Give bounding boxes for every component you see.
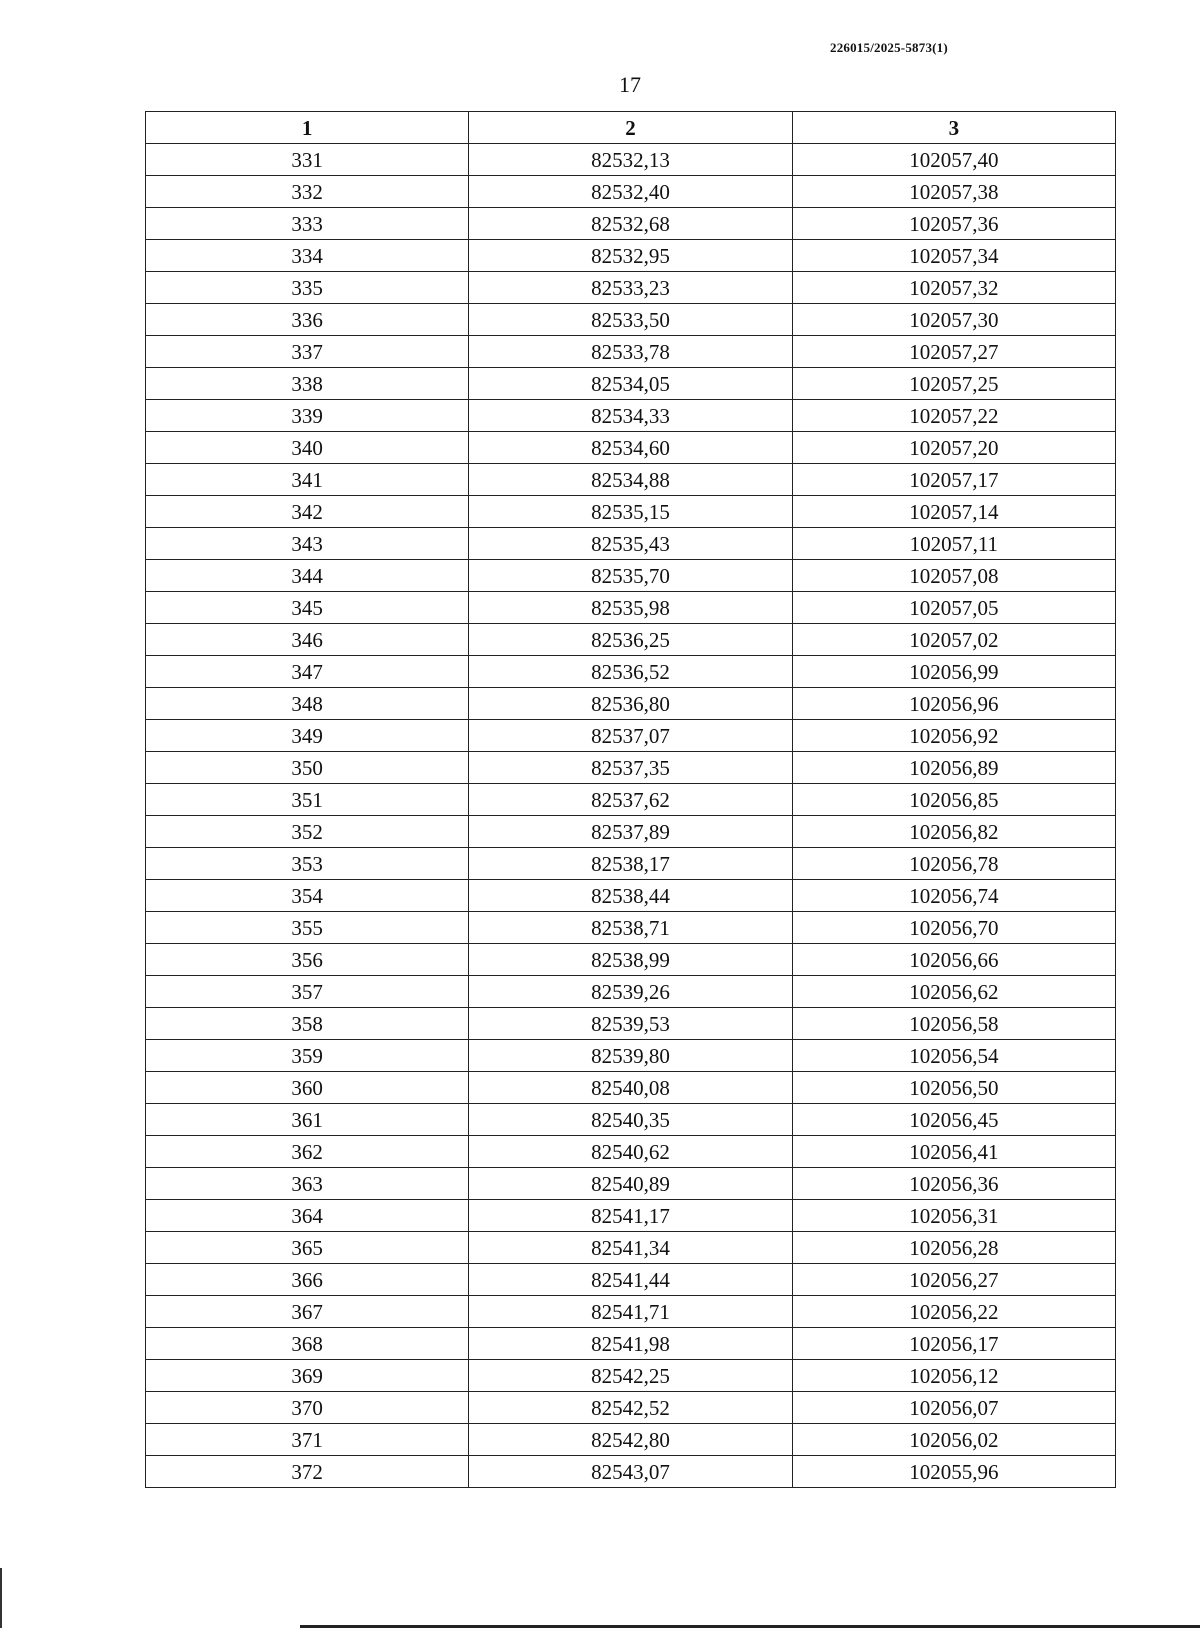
point-number-cell: 353 bbox=[146, 848, 469, 880]
y-coordinate-cell: 102057,08 bbox=[792, 560, 1115, 592]
table-row bbox=[146, 688, 1116, 720]
table-row bbox=[146, 1296, 1116, 1328]
point-number-cell: 351 bbox=[146, 784, 469, 816]
x-coordinate-cell: 82536,25 bbox=[469, 624, 792, 656]
y-coordinate-cell: 102057,40 bbox=[792, 144, 1115, 176]
table-row bbox=[146, 1424, 1116, 1456]
point-number-cell: 358 bbox=[146, 1008, 469, 1040]
x-coordinate-cell: 82535,43 bbox=[469, 528, 792, 560]
point-number-cell: 337 bbox=[146, 336, 469, 368]
table-row bbox=[146, 944, 1116, 976]
table-row bbox=[146, 1168, 1116, 1200]
y-coordinate-cell: 102056,07 bbox=[792, 1392, 1115, 1424]
y-coordinate-cell: 102056,50 bbox=[792, 1072, 1115, 1104]
point-number-cell: 356 bbox=[146, 944, 469, 976]
table-row bbox=[146, 496, 1116, 528]
table-row bbox=[146, 752, 1116, 784]
x-coordinate-cell: 82537,07 bbox=[469, 720, 792, 752]
point-number-cell: 343 bbox=[146, 528, 469, 560]
table-row bbox=[146, 1104, 1116, 1136]
point-number-cell: 362 bbox=[146, 1136, 469, 1168]
x-coordinate-cell: 82540,89 bbox=[469, 1168, 792, 1200]
column-header-1: 1 bbox=[146, 112, 469, 144]
y-coordinate-cell: 102056,62 bbox=[792, 976, 1115, 1008]
table-row bbox=[146, 592, 1116, 624]
x-coordinate-cell: 82542,52 bbox=[469, 1392, 792, 1424]
y-coordinate-cell: 102057,02 bbox=[792, 624, 1115, 656]
point-number-cell: 347 bbox=[146, 656, 469, 688]
page-number: 17 bbox=[619, 72, 641, 97]
table-row bbox=[146, 560, 1116, 592]
point-number-cell: 333 bbox=[146, 208, 469, 240]
y-coordinate-cell: 102057,27 bbox=[792, 336, 1115, 368]
point-number-cell: 357 bbox=[146, 976, 469, 1008]
x-coordinate-cell: 82541,98 bbox=[469, 1328, 792, 1360]
x-coordinate-cell: 82539,80 bbox=[469, 1040, 792, 1072]
table-row bbox=[146, 912, 1116, 944]
point-number-cell: 338 bbox=[146, 368, 469, 400]
table-row bbox=[146, 1040, 1116, 1072]
y-coordinate-cell: 102056,74 bbox=[792, 880, 1115, 912]
column-header-3: 3 bbox=[792, 112, 1115, 144]
table-row bbox=[146, 720, 1116, 752]
table-row bbox=[146, 624, 1116, 656]
point-number-cell: 348 bbox=[146, 688, 469, 720]
y-coordinate-cell: 102057,11 bbox=[792, 528, 1115, 560]
table-row bbox=[146, 880, 1116, 912]
y-coordinate-cell: 102056,54 bbox=[792, 1040, 1115, 1072]
table-row bbox=[146, 1008, 1116, 1040]
y-coordinate-cell: 102056,96 bbox=[792, 688, 1115, 720]
point-number-cell: 334 bbox=[146, 240, 469, 272]
scan-left-edge bbox=[0, 1568, 2, 1628]
y-coordinate-cell: 102056,78 bbox=[792, 848, 1115, 880]
point-number-cell: 371 bbox=[146, 1424, 469, 1456]
x-coordinate-cell: 82538,17 bbox=[469, 848, 792, 880]
y-coordinate-cell: 102057,22 bbox=[792, 400, 1115, 432]
point-number-cell: 352 bbox=[146, 816, 469, 848]
x-coordinate-cell: 82535,70 bbox=[469, 560, 792, 592]
x-coordinate-cell: 82532,95 bbox=[469, 240, 792, 272]
table-body bbox=[146, 144, 1116, 1488]
y-coordinate-cell: 102056,45 bbox=[792, 1104, 1115, 1136]
table-row bbox=[146, 1360, 1116, 1392]
point-number-cell: 359 bbox=[146, 1040, 469, 1072]
x-coordinate-cell: 82536,52 bbox=[469, 656, 792, 688]
x-coordinate-cell: 82532,68 bbox=[469, 208, 792, 240]
x-coordinate-cell: 82533,78 bbox=[469, 336, 792, 368]
table-header bbox=[146, 112, 1116, 144]
x-coordinate-cell: 82535,15 bbox=[469, 496, 792, 528]
table-row bbox=[146, 1264, 1116, 1296]
point-number-cell: 363 bbox=[146, 1168, 469, 1200]
point-number-cell: 355 bbox=[146, 912, 469, 944]
table-row bbox=[146, 368, 1116, 400]
table-row bbox=[146, 1136, 1116, 1168]
point-number-cell: 354 bbox=[146, 880, 469, 912]
y-coordinate-cell: 102056,41 bbox=[792, 1136, 1115, 1168]
x-coordinate-cell: 82543,07 bbox=[469, 1456, 792, 1488]
table-row bbox=[146, 1232, 1116, 1264]
x-coordinate-cell: 82537,62 bbox=[469, 784, 792, 816]
table-row bbox=[146, 1328, 1116, 1360]
y-coordinate-cell: 102056,58 bbox=[792, 1008, 1115, 1040]
y-coordinate-cell: 102056,36 bbox=[792, 1168, 1115, 1200]
y-coordinate-cell: 102056,85 bbox=[792, 784, 1115, 816]
x-coordinate-cell: 82541,44 bbox=[469, 1264, 792, 1296]
x-coordinate-cell: 82534,33 bbox=[469, 400, 792, 432]
y-coordinate-cell: 102056,89 bbox=[792, 752, 1115, 784]
y-coordinate-cell: 102056,31 bbox=[792, 1200, 1115, 1232]
point-number-cell: 345 bbox=[146, 592, 469, 624]
table-row bbox=[146, 816, 1116, 848]
point-number-cell: 350 bbox=[146, 752, 469, 784]
x-coordinate-cell: 82538,99 bbox=[469, 944, 792, 976]
table-row bbox=[146, 1392, 1116, 1424]
table-row bbox=[146, 176, 1116, 208]
x-coordinate-cell: 82534,60 bbox=[469, 432, 792, 464]
y-coordinate-cell: 102056,12 bbox=[792, 1360, 1115, 1392]
point-number-cell: 370 bbox=[146, 1392, 469, 1424]
x-coordinate-cell: 82541,71 bbox=[469, 1296, 792, 1328]
x-coordinate-cell: 82542,25 bbox=[469, 1360, 792, 1392]
point-number-cell: 372 bbox=[146, 1456, 469, 1488]
x-coordinate-cell: 82542,80 bbox=[469, 1424, 792, 1456]
x-coordinate-cell: 82539,26 bbox=[469, 976, 792, 1008]
table-row bbox=[146, 144, 1116, 176]
point-number-cell: 369 bbox=[146, 1360, 469, 1392]
y-coordinate-cell: 102056,17 bbox=[792, 1328, 1115, 1360]
point-number-cell: 335 bbox=[146, 272, 469, 304]
x-coordinate-cell: 82534,88 bbox=[469, 464, 792, 496]
table-row bbox=[146, 1200, 1116, 1232]
point-number-cell: 346 bbox=[146, 624, 469, 656]
x-coordinate-cell: 82532,40 bbox=[469, 176, 792, 208]
table-row bbox=[146, 400, 1116, 432]
table-row bbox=[146, 656, 1116, 688]
point-number-cell: 336 bbox=[146, 304, 469, 336]
point-number-cell: 361 bbox=[146, 1104, 469, 1136]
coordinates-table bbox=[145, 111, 1116, 1488]
point-number-cell: 342 bbox=[146, 496, 469, 528]
point-number-cell: 366 bbox=[146, 1264, 469, 1296]
y-coordinate-cell: 102056,22 bbox=[792, 1296, 1115, 1328]
point-number-cell: 340 bbox=[146, 432, 469, 464]
x-coordinate-cell: 82540,35 bbox=[469, 1104, 792, 1136]
table-row bbox=[146, 240, 1116, 272]
x-coordinate-cell: 82533,23 bbox=[469, 272, 792, 304]
x-coordinate-cell: 82537,35 bbox=[469, 752, 792, 784]
table-row bbox=[146, 336, 1116, 368]
y-coordinate-cell: 102057,32 bbox=[792, 272, 1115, 304]
y-coordinate-cell: 102056,82 bbox=[792, 816, 1115, 848]
table-row bbox=[146, 848, 1116, 880]
x-coordinate-cell: 82538,44 bbox=[469, 880, 792, 912]
point-number-cell: 332 bbox=[146, 176, 469, 208]
y-coordinate-cell: 102056,27 bbox=[792, 1264, 1115, 1296]
document-reference: 226015/2025-5873(1) bbox=[830, 40, 948, 55]
y-coordinate-cell: 102057,20 bbox=[792, 432, 1115, 464]
y-coordinate-cell: 102055,96 bbox=[792, 1456, 1115, 1488]
y-coordinate-cell: 102056,92 bbox=[792, 720, 1115, 752]
y-coordinate-cell: 102056,66 bbox=[792, 944, 1115, 976]
table-row bbox=[146, 272, 1116, 304]
x-coordinate-cell: 82541,17 bbox=[469, 1200, 792, 1232]
point-number-cell: 365 bbox=[146, 1232, 469, 1264]
table-row bbox=[146, 464, 1116, 496]
y-coordinate-cell: 102057,17 bbox=[792, 464, 1115, 496]
y-coordinate-cell: 102056,02 bbox=[792, 1424, 1115, 1456]
x-coordinate-cell: 82532,13 bbox=[469, 144, 792, 176]
x-coordinate-cell: 82538,71 bbox=[469, 912, 792, 944]
table-row bbox=[146, 432, 1116, 464]
table-row bbox=[146, 304, 1116, 336]
y-coordinate-cell: 102057,25 bbox=[792, 368, 1115, 400]
table-row bbox=[146, 208, 1116, 240]
table-row bbox=[146, 976, 1116, 1008]
y-coordinate-cell: 102057,36 bbox=[792, 208, 1115, 240]
point-number-cell: 349 bbox=[146, 720, 469, 752]
point-number-cell: 367 bbox=[146, 1296, 469, 1328]
point-number-cell: 344 bbox=[146, 560, 469, 592]
table-row bbox=[146, 1072, 1116, 1104]
column-header-2: 2 bbox=[469, 112, 792, 144]
point-number-cell: 360 bbox=[146, 1072, 469, 1104]
y-coordinate-cell: 102057,34 bbox=[792, 240, 1115, 272]
table-row bbox=[146, 528, 1116, 560]
y-coordinate-cell: 102057,38 bbox=[792, 176, 1115, 208]
y-coordinate-cell: 102057,30 bbox=[792, 304, 1115, 336]
point-number-cell: 339 bbox=[146, 400, 469, 432]
point-number-cell: 364 bbox=[146, 1200, 469, 1232]
table-row bbox=[146, 784, 1116, 816]
x-coordinate-cell: 82533,50 bbox=[469, 304, 792, 336]
x-coordinate-cell: 82534,05 bbox=[469, 368, 792, 400]
y-coordinate-cell: 102057,05 bbox=[792, 592, 1115, 624]
x-coordinate-cell: 82536,80 bbox=[469, 688, 792, 720]
y-coordinate-cell: 102056,99 bbox=[792, 656, 1115, 688]
x-coordinate-cell: 82540,62 bbox=[469, 1136, 792, 1168]
x-coordinate-cell: 82539,53 bbox=[469, 1008, 792, 1040]
point-number-cell: 368 bbox=[146, 1328, 469, 1360]
table-row bbox=[146, 1456, 1116, 1488]
header-row bbox=[146, 112, 1116, 144]
x-coordinate-cell: 82537,89 bbox=[469, 816, 792, 848]
y-coordinate-cell: 102056,28 bbox=[792, 1232, 1115, 1264]
point-number-cell: 331 bbox=[146, 144, 469, 176]
y-coordinate-cell: 102057,14 bbox=[792, 496, 1115, 528]
y-coordinate-cell: 102056,70 bbox=[792, 912, 1115, 944]
x-coordinate-cell: 82541,34 bbox=[469, 1232, 792, 1264]
x-coordinate-cell: 82540,08 bbox=[469, 1072, 792, 1104]
x-coordinate-cell: 82535,98 bbox=[469, 592, 792, 624]
point-number-cell: 341 bbox=[146, 464, 469, 496]
